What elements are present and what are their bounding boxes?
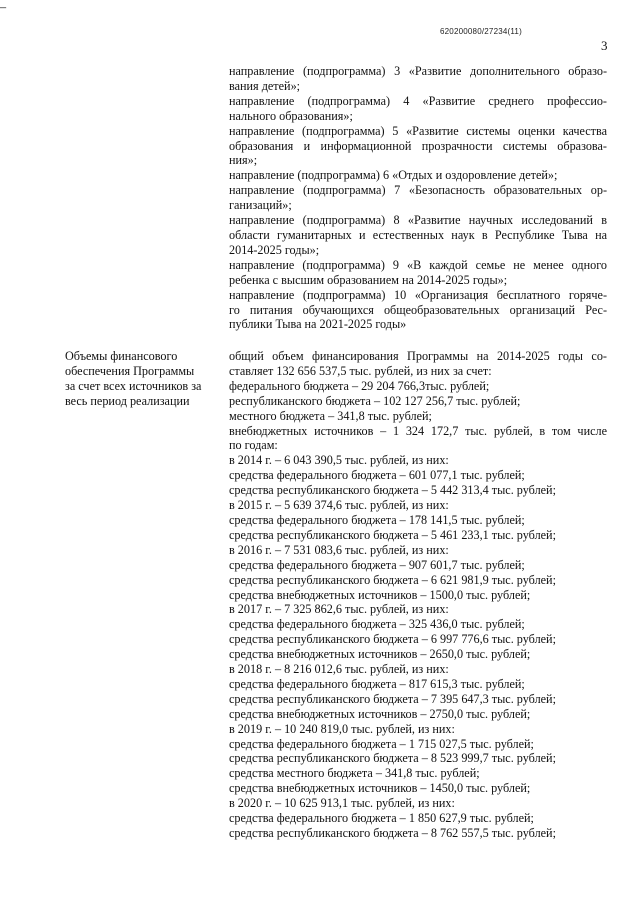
financing-line: средства федерального бюджета – 325 436,0 тыс. рублей; [229,617,525,632]
subprogram-line: образования и информационной прозрачности системы образова- [229,138,607,153]
subprogram-line: направление (подпрограмма) 3 «Развитие дополнительного образо- [229,64,607,78]
subprogram-line: направление (подпрограмма) 10 «Организация бесплатного горяче- [229,287,607,302]
financing-line: средства республиканского бюджета – 8 762 557,5 тыс. рублей; [229,826,556,840]
financing-line: в 2019 г. – 10 240 819,0 тыс. рублей, из них: [229,721,455,736]
financing-line: средства республиканского бюджета – 5 461 233,1 тыс. рублей; [229,527,556,542]
financing-line: средства федерального бюджета – 601 077,1 тыс. рублей; [229,468,525,483]
financing-line: средства внебюджетных источников – 1500,0 тыс. рублей; [229,587,531,602]
financing-label [65,349,225,409]
subprogram-line: области гуманитарных и естественных наук в Республике Тыва на [229,227,607,242]
financing-label-line: обеспечения Программы [65,363,195,378]
financing-line: общий объем финансирования Программы на 2014-2025 годы со- [229,349,607,363]
subprogram-line: 2014-2025 годы»; [229,242,320,257]
financing-line: средства республиканского бюджета – 7 395 647,3 тыс. рублей; [229,691,556,706]
financing-line: республиканского бюджета – 102 127 256,7 тыс. рублей; [229,393,521,408]
subprogram-line: направление (подпрограмма) 6 «Отдых и оздоровление детей»; [229,168,558,183]
financing-label-line: Объемы финансового [65,349,178,363]
financing-label-line: за счет всех источников за [65,378,202,393]
financing-line: по годам: [229,438,278,453]
subprogram-line: вания детей»; [229,78,301,93]
financing-line: федерального бюджета – 29 204 766,3тыс. рублей; [229,378,490,393]
financing-line: средства федерального бюджета – 907 601,7 тыс. рублей; [229,557,525,572]
subprogram-line: ния»; [229,153,258,168]
financing-details [229,349,607,841]
subprogram-line: направление (подпрограмма) 5 «Развитие системы оценки качества [229,123,607,138]
financing-line: средства местного бюджета – 341,8 тыс. рублей; [229,766,480,781]
financing-line: средства республиканского бюджета – 6 997 776,6 тыс. рублей; [229,632,556,647]
financing-line: внебюджетных источников – 1 324 172,7 тыс. рублей, в том числе [229,423,607,438]
subprogram-line: направление (подпрограмма) 7 «Безопасность образовательных ор- [229,183,607,198]
financing-line: местного бюджета – 341,8 тыс. рублей; [229,408,432,423]
financing-label-line: весь период реализации [65,393,190,408]
subprogram-line: нального образования»; [229,108,353,123]
subprogram-line: направление (подпрограмма) 8 «Развитие научных исследований в [229,213,607,228]
financing-line: средства республиканского бюджета – 5 442 313,4 тыс. рублей; [229,483,556,498]
subprogram-line: публики Тыва на 2021-2025 годы» [229,317,407,332]
subprogram-line: ребенка с высшим образованием на 2014-2025 годы»; [229,272,508,287]
subprogram-list [229,64,607,332]
financing-line: средства федерального бюджета – 1 715 027,5 тыс. рублей; [229,736,534,751]
subprogram-line: направление (подпрограмма) 9 «В каждой семье не менее одного [229,257,607,272]
subprogram-line: го питания обучающихся общеобразовательных организаций Рес- [229,302,607,317]
financing-line: в 2018 г. – 8 216 012,6 тыс. рублей, из них: [229,662,449,677]
financing-line: средства федерального бюджета – 817 615,3 тыс. рублей; [229,676,525,691]
financing-line: в 2017 г. – 7 325 862,6 тыс. рублей, из них: [229,602,449,617]
financing-line: средства внебюджетных источников – 1450,0 тыс. рублей; [229,781,531,796]
financing-line: в 2015 г. – 5 639 374,6 тыс. рублей, из них: [229,498,449,513]
financing-line: средства республиканского бюджета – 8 523 999,7 тыс. рублей; [229,751,556,766]
financing-line: средства внебюджетных источников – 2650,0 тыс. рублей; [229,647,531,662]
subprogram-line: направление (подпрограмма) 4 «Развитие среднего профессио- [229,93,607,108]
subprogram-line: ганизаций»; [229,198,292,213]
document-id: 620200080/27234(11) [440,27,522,36]
financing-line: в 2016 г. – 7 531 083,6 тыс. рублей, из них: [229,542,449,557]
financing-line: средства внебюджетных источников – 2750,0 тыс. рублей; [229,706,531,721]
financing-line: средства республиканского бюджета – 6 621 981,9 тыс. рублей; [229,572,556,587]
page-number: 3 [601,38,608,53]
financing-line: в 2020 г. – 10 625 913,1 тыс. рублей, из них: [229,796,455,811]
financing-line: ставляет 132 656 537,5 тыс. рублей, из них за счет: [229,363,492,378]
financing-line: средства федерального бюджета – 1 850 627,9 тыс. рублей; [229,811,534,826]
financing-line: средства федерального бюджета – 178 141,5 тыс. рублей; [229,512,525,527]
financing-line: в 2014 г. – 6 043 390,5 тыс. рублей, из них: [229,453,449,468]
label-dash: – [0,0,7,14]
